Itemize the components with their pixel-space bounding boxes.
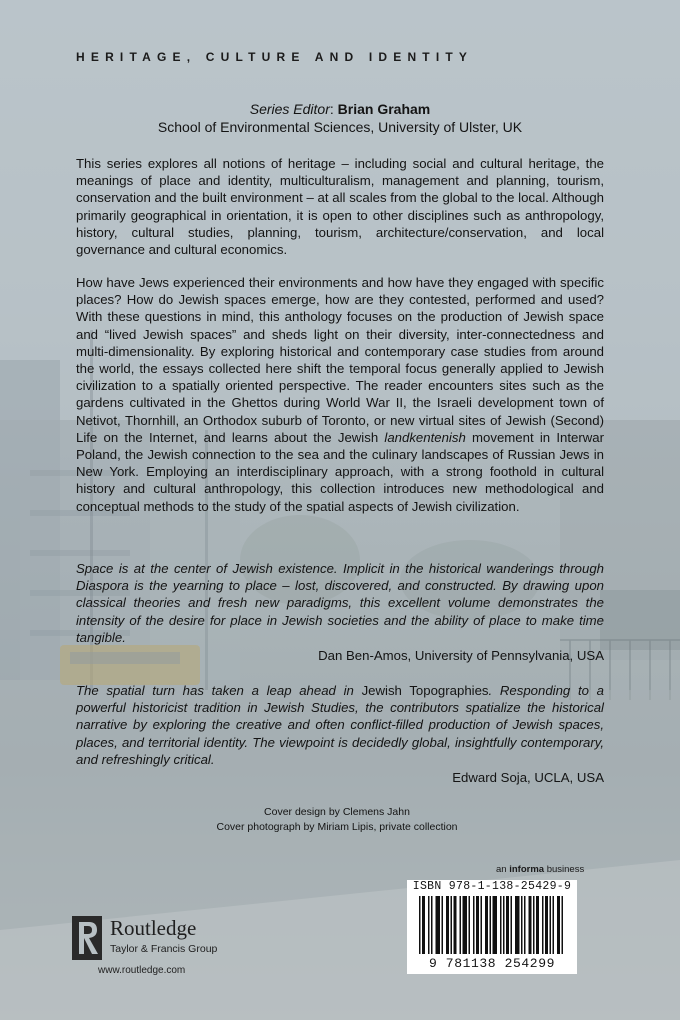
endorsement-quote-2-part-2: . Responding to a powerful historicist tradition in Jewish Studies, the contributors spatialize the historical narrative by exploring the creative and often conflict-filled production of Jewish spaces, places, and territorial identity. The viewpoint is decidedly global, insightfully contemporary, and refreshingly critical. (76, 683, 604, 767)
endorsement-quote-2-part-1: The spatial turn has taken a leap ahead in (76, 683, 362, 698)
book-description-text-2: movement in Interwar Poland, the Jewish connection to the sea and the culinary landscapes of Russian Jews in New York. Employing an interdisciplinary approach, with a strong foothold in cultural history and cultural anthropology, this collection introduces new methodological and conceptual methods to the study of the spatial aspects of Jewish civilization. (76, 429, 604, 514)
publisher-url[interactable]: www.routledge.com (98, 965, 186, 976)
endorsement-quote-1: Space is at the center of Jewish existence. Implicit in the historical wanderings through Diaspora is the yearning to place – lost, discovered, and constructed. By drawing upon classical theories and fresh new paradigms, this excellent volume demonstrates the intensity of the desire for place in Jewish societies and the ability of place to make time tangible. (76, 561, 604, 645)
endorsement-quote-2-book-title: Jewish Topographies (361, 683, 489, 698)
isbn-barcode (407, 880, 577, 974)
series-description: This series explores all notions of heritage – including social and cultural heritage, the meanings of place and identity, multiculturalism, management and planning, tourism, conservation and the built environment – at all scales from the global to the local. Although primarily geographical in orientation, it is open to other disciplines such as anthropology, history, cultural studies, planning, tourism, architecture/conservation, and local governance and cultural economics. (76, 156, 604, 258)
publisher-logo (72, 912, 252, 962)
informa-business-tag (496, 864, 584, 875)
publisher-group: Taylor & Francis Group (110, 943, 218, 955)
series-editor-label: Series Editor (249, 101, 330, 117)
book-description (76, 274, 604, 515)
endorsement-author-1: Dan Ben-Amos, University of Pennsylvania, USA (318, 648, 604, 663)
series-title: HERITAGE, CULTURE AND IDENTITY (76, 50, 474, 64)
series-editor-block: Series Editor: Brian Graham School of Environmental Sciences, University of Ulster, UK (70, 100, 610, 136)
informa-prefix: an (496, 864, 510, 875)
book-description-italic-term: landkentenish (384, 429, 466, 445)
isbn-label: ISBN 978-1-138-25429-9 (412, 880, 572, 893)
endorsement-quote-2 (76, 682, 604, 768)
cover-credits (180, 805, 494, 835)
series-editor-name: Brian Graham (337, 101, 431, 117)
publisher-name: Routledge (110, 916, 197, 940)
informa-suffix: business (544, 864, 585, 875)
routledge-r-icon (72, 916, 102, 960)
endorsement-author-2: Edward Soja, UCLA, USA (452, 770, 604, 785)
isbn-digits: 9 781138 254299 (428, 956, 556, 971)
cover-design-credit: Cover design by Clemens Jahn (264, 806, 410, 818)
book-description-text-1: How have Jews experienced their environments and how have they engaged with specific places? How do Jewish spaces emerge, how are they contested, performed and used? With these questions in mind, this anthology focuses on the production of Jewish space and “lived Jewish spaces” and sheds light on their diversity, inter-connectedness and multi-dimensionality. By exploring historical and contemporary case studies from around the world, the essays collected here shift the temporal focus generally applied to Jewish civilization to a spatially oriented perspective. The reader encounters sites such as the gardens cultivated in the Ghettos during World War II, the Israeli development town of Netivot, Thornhill, an Orthodox suburb of Toronto, or new virtual sites of Jewish (Second) Life on the Internet, and learns about the Jewish (76, 275, 604, 445)
series-editor-affiliation: School of Environmental Sciences, University of Ulster, UK (157, 119, 523, 135)
informa-bold: informa (509, 864, 545, 875)
cover-photo-credit: Cover photograph by Miriam Lipis, private collection (216, 821, 458, 833)
